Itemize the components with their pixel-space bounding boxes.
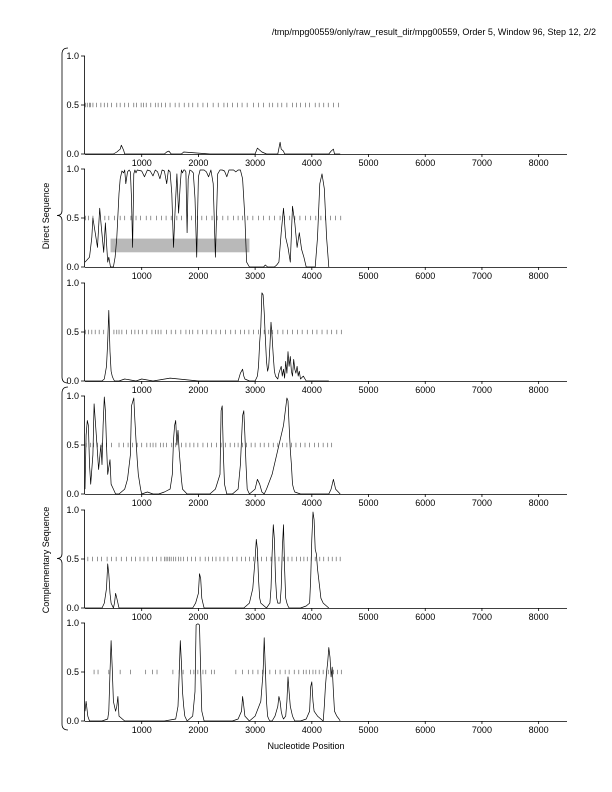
frame-4-x-tick-label: 2000 — [188, 498, 209, 508]
frame-3-x-tick-label: 8000 — [528, 385, 549, 395]
frame-5-x-tick-label: 8000 — [528, 612, 549, 622]
frame-4-y-tick-label: 1.0 — [66, 391, 79, 401]
frame-5-x-tick-label: 7000 — [471, 612, 492, 622]
frame-3-x-tick-label: 5000 — [358, 385, 379, 395]
frame-4-y-tick-label: 0.0 — [66, 489, 79, 499]
frame-1-x-tick-label: 5000 — [358, 158, 379, 168]
frame-4-x-tick-label: 4000 — [301, 498, 322, 508]
frame-4-x-tick-label: 3000 — [245, 498, 266, 508]
frame-6-y-tick-label: 0.0 — [66, 716, 79, 726]
direct-sequence-label: Direct Sequence — [41, 182, 51, 250]
frame-6-x-tick-label: 2000 — [188, 725, 209, 735]
frame-5-y-tick-label: 0.0 — [66, 603, 79, 613]
x-axis-label: Nucleotide Position — [267, 741, 345, 751]
frame-6-y-tick-label: 0.5 — [66, 667, 79, 677]
frame-2-x-tick-label: 5000 — [358, 271, 379, 281]
frame-1-x-tick-label: 1000 — [131, 158, 152, 168]
frame-5-x-tick-label: 2000 — [188, 612, 209, 622]
frame-1-x-tick-label: 7000 — [471, 158, 492, 168]
frame-3-x-tick-label: 4000 — [301, 385, 322, 395]
frame-1-x-tick-label: 4000 — [301, 158, 322, 168]
frame-6-x-tick-label: 3000 — [245, 725, 266, 735]
frame-5-x-tick-label: 1000 — [131, 612, 152, 622]
frame-6-x-tick-label: 7000 — [471, 725, 492, 735]
frame-3-trace — [85, 293, 329, 381]
frame-3-y-tick-label: 0.0 — [66, 376, 79, 386]
frame-6-x-tick-label: 5000 — [358, 725, 379, 735]
frame-3-x-tick-label: 3000 — [245, 385, 266, 395]
frame-2-x-tick-label: 1000 — [131, 271, 152, 281]
frame-3-x-tick-label: 1000 — [131, 385, 152, 395]
frame-5-y-tick-label: 1.0 — [66, 505, 79, 515]
frame-2-x-tick-label: 2000 — [188, 271, 209, 281]
frame-4-x-tick-label: 8000 — [528, 498, 549, 508]
frame-5-x-tick-label: 6000 — [415, 612, 436, 622]
frame-4-x-tick-label: 6000 — [415, 498, 436, 508]
frame-3-x-tick-label: 2000 — [188, 385, 209, 395]
frame-6-x-tick-label: 8000 — [528, 725, 549, 735]
frame-3-y-tick-label: 1.0 — [66, 278, 79, 288]
frame-4-y-tick-label: 0.5 — [66, 440, 79, 450]
frame-2-x-tick-label: 4000 — [301, 271, 322, 281]
frame-1-x-tick-label: 2000 — [188, 158, 209, 168]
frame-6-x-tick-label: 6000 — [415, 725, 436, 735]
results-header: /tmp/mpg00559/only/raw_result_dir/mpg00559, Order 5, Window 96, Step 12, 2/2 — [271, 27, 596, 37]
frame-6-x-tick-label: 1000 — [131, 725, 152, 735]
frame-2-highlight-bar — [111, 239, 250, 253]
frame-2-x-tick-label: 6000 — [415, 271, 436, 281]
frame-2-y-tick-label: 0.5 — [66, 213, 79, 223]
frame-6-trace — [85, 624, 340, 721]
frame-2-trace — [85, 170, 329, 267]
frame-2-x-tick-label: 3000 — [245, 271, 266, 281]
frame-1-y-tick-label: 1.0 — [66, 51, 79, 61]
frame-6-x-tick-label: 4000 — [301, 725, 322, 735]
frame-4-x-tick-label: 1000 — [131, 498, 152, 508]
frame-1-x-tick-label: 8000 — [528, 158, 549, 168]
frame-1-trace — [85, 142, 340, 154]
frame-3-x-tick-label: 6000 — [415, 385, 436, 395]
frame-5-x-tick-label: 3000 — [245, 612, 266, 622]
frame-5-x-tick-label: 4000 — [301, 612, 322, 622]
frame-4-x-tick-label: 7000 — [471, 498, 492, 508]
frame-3-x-tick-label: 7000 — [471, 385, 492, 395]
frame-2-y-tick-label: 1.0 — [66, 164, 79, 174]
frame-1-x-tick-label: 3000 — [245, 158, 266, 168]
frame-5-x-tick-label: 5000 — [358, 612, 379, 622]
frame-1-x-tick-label: 6000 — [415, 158, 436, 168]
frame-1-y-tick-label: 0.5 — [66, 100, 79, 110]
complementary-sequence-label: Complementary Sequence — [41, 506, 51, 614]
frame-2-x-tick-label: 8000 — [528, 271, 549, 281]
frame-4-x-tick-label: 5000 — [358, 498, 379, 508]
frame-6-y-tick-label: 1.0 — [66, 618, 79, 628]
frame-2-y-tick-label: 0.0 — [66, 262, 79, 272]
frame-2-x-tick-label: 7000 — [471, 271, 492, 281]
frame-3-y-tick-label: 0.5 — [66, 327, 79, 337]
frame-1-y-tick-label: 0.0 — [66, 149, 79, 159]
frame-5-y-tick-label: 0.5 — [66, 554, 79, 564]
